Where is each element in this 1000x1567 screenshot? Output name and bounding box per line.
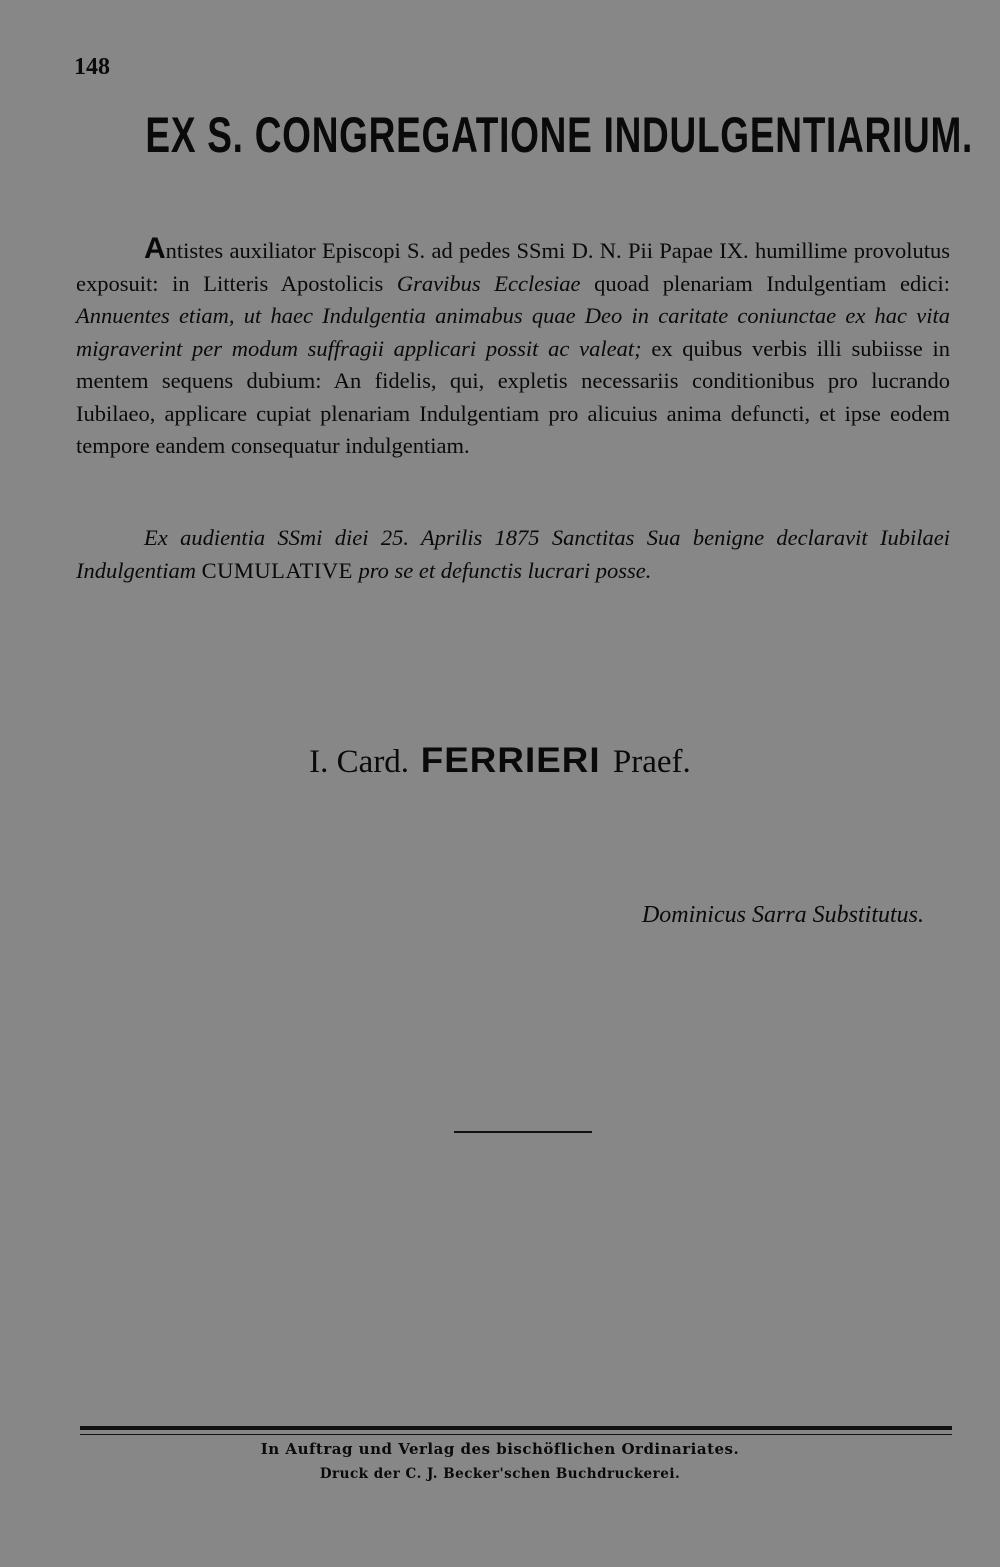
short-divider: [454, 1131, 592, 1133]
signature-surname: FERRIERI: [421, 741, 601, 780]
paragraph-petition: [76, 233, 950, 463]
segment-italic: Ex audientia SSmi diei 25. Aprilis 1875 Sanctitas Sua benigne declaravit Iubilaei Indulgentiam: [76, 525, 950, 583]
segment-italic: Annuentes etiam, ut haec Indulgentia animabus quae Deo in caritate coniunctae ex hac vita migraverint per modum suffragii applicari possit ac valeat;: [76, 303, 950, 361]
imprint-publisher: In Auftrag und Verlag des bischöflichen Ordinariates.: [260, 1440, 740, 1458]
segment-caps: CUMULATIVE: [201, 557, 353, 583]
footer-rule-thick: [80, 1426, 952, 1430]
signature-line: [0, 736, 1000, 787]
signature-prefix: I. Card.: [309, 744, 410, 780]
segment: ex quibus verbis illi subiisse in mentem sequens dubium: An fidelis, qui, expletis necessariis conditionibus pro lucrando Iubilaeo, applicare cupiat plenariam Indulgentiam pro alicuius anima defuncti, et ipse eodem tempore eandem consequatur indulgentiam.: [76, 335, 950, 458]
segment: ntistes auxiliator Episcopi S. ad pedes SSmi D. N. Pii Papae IX. humillime provolutus exposuit: in Litteris Apostolicis: [76, 238, 950, 296]
segment-italic: Gravibus Ecclesiae: [396, 270, 581, 296]
segment: quoad plenariam Indulgentiam edici:: [580, 270, 950, 296]
footer-rule-thin: [80, 1434, 952, 1435]
drop-initial: A: [144, 232, 166, 265]
segment-italic: pro se et defunctis lucrari posse.: [352, 557, 652, 583]
page-title: [0, 100, 1000, 170]
signature-suffix: Praef.: [612, 744, 691, 780]
paragraph-decision: [76, 522, 950, 587]
page-number: 148: [74, 54, 110, 80]
substitute-signature: Dominicus Sarra Substitutus.: [641, 902, 924, 928]
page-title-text: EX S. CONGREGATIONE INDULGENTIARIUM.: [145, 107, 974, 163]
imprint-printer: Druck der C. J. Becker'schen Buchdruckerei.: [319, 1466, 681, 1482]
